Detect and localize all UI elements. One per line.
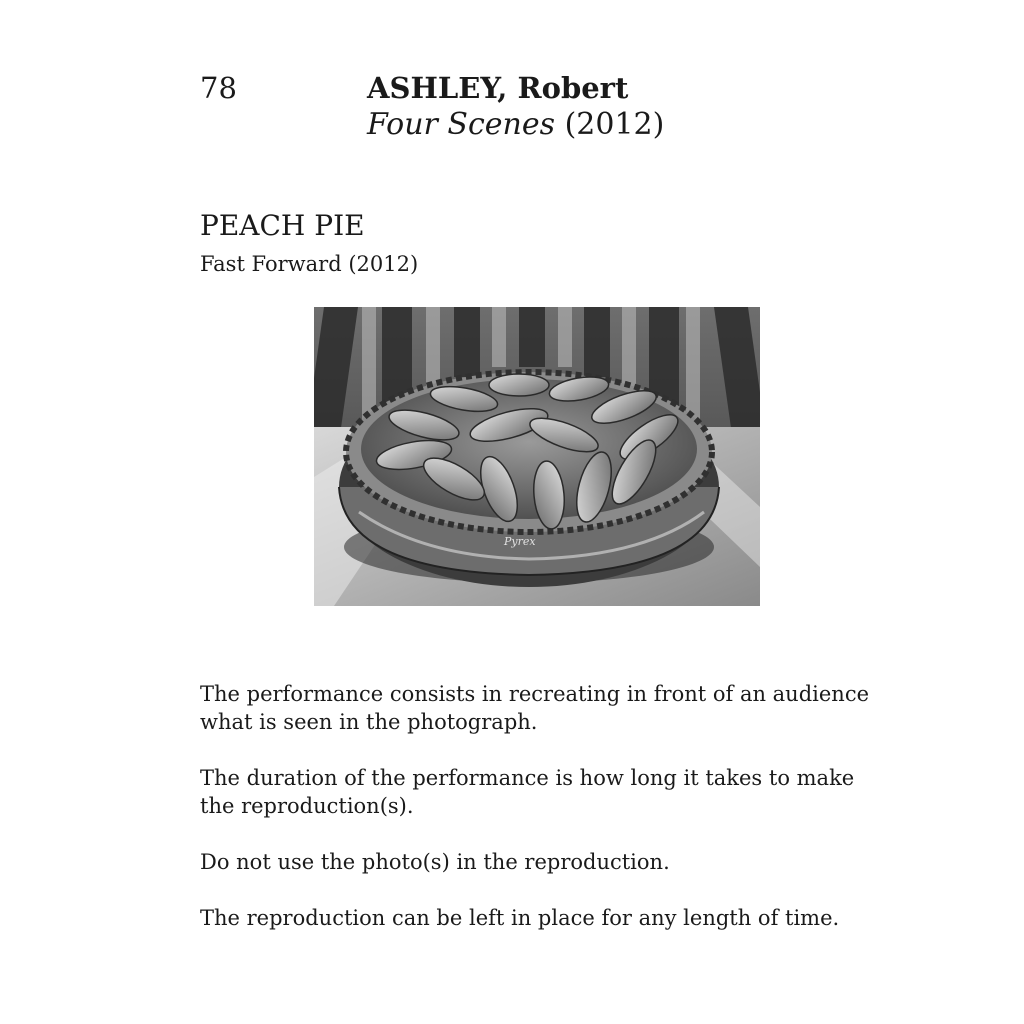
work-heading <box>367 106 664 144</box>
section-title: PEACH PIE <box>200 209 365 242</box>
peach-pie-photo <box>314 307 760 606</box>
peach-pie-illustration <box>314 307 760 606</box>
instructions-text <box>200 680 880 960</box>
work-year: (2012) <box>564 107 665 142</box>
paragraph: The performance consists in recreating in front of an audience what is seen in the photograph. <box>200 682 870 734</box>
section-subtitle: Fast Forward (2012) <box>200 252 419 276</box>
pan-engraving: Pyrex <box>504 535 536 548</box>
paragraph: The reproduction can be left in place for any length of time. <box>200 906 840 930</box>
work-title: Four Scenes <box>367 107 556 142</box>
paragraph: The duration of the performance is how long it takes to make the reproduction(s). <box>200 766 855 818</box>
paragraph: Do not use the photo(s) in the reproduction. <box>200 850 670 874</box>
page-header <box>367 70 664 144</box>
author-name: ASHLEY, Robert <box>367 71 629 105</box>
page-number: 78 <box>200 71 237 105</box>
